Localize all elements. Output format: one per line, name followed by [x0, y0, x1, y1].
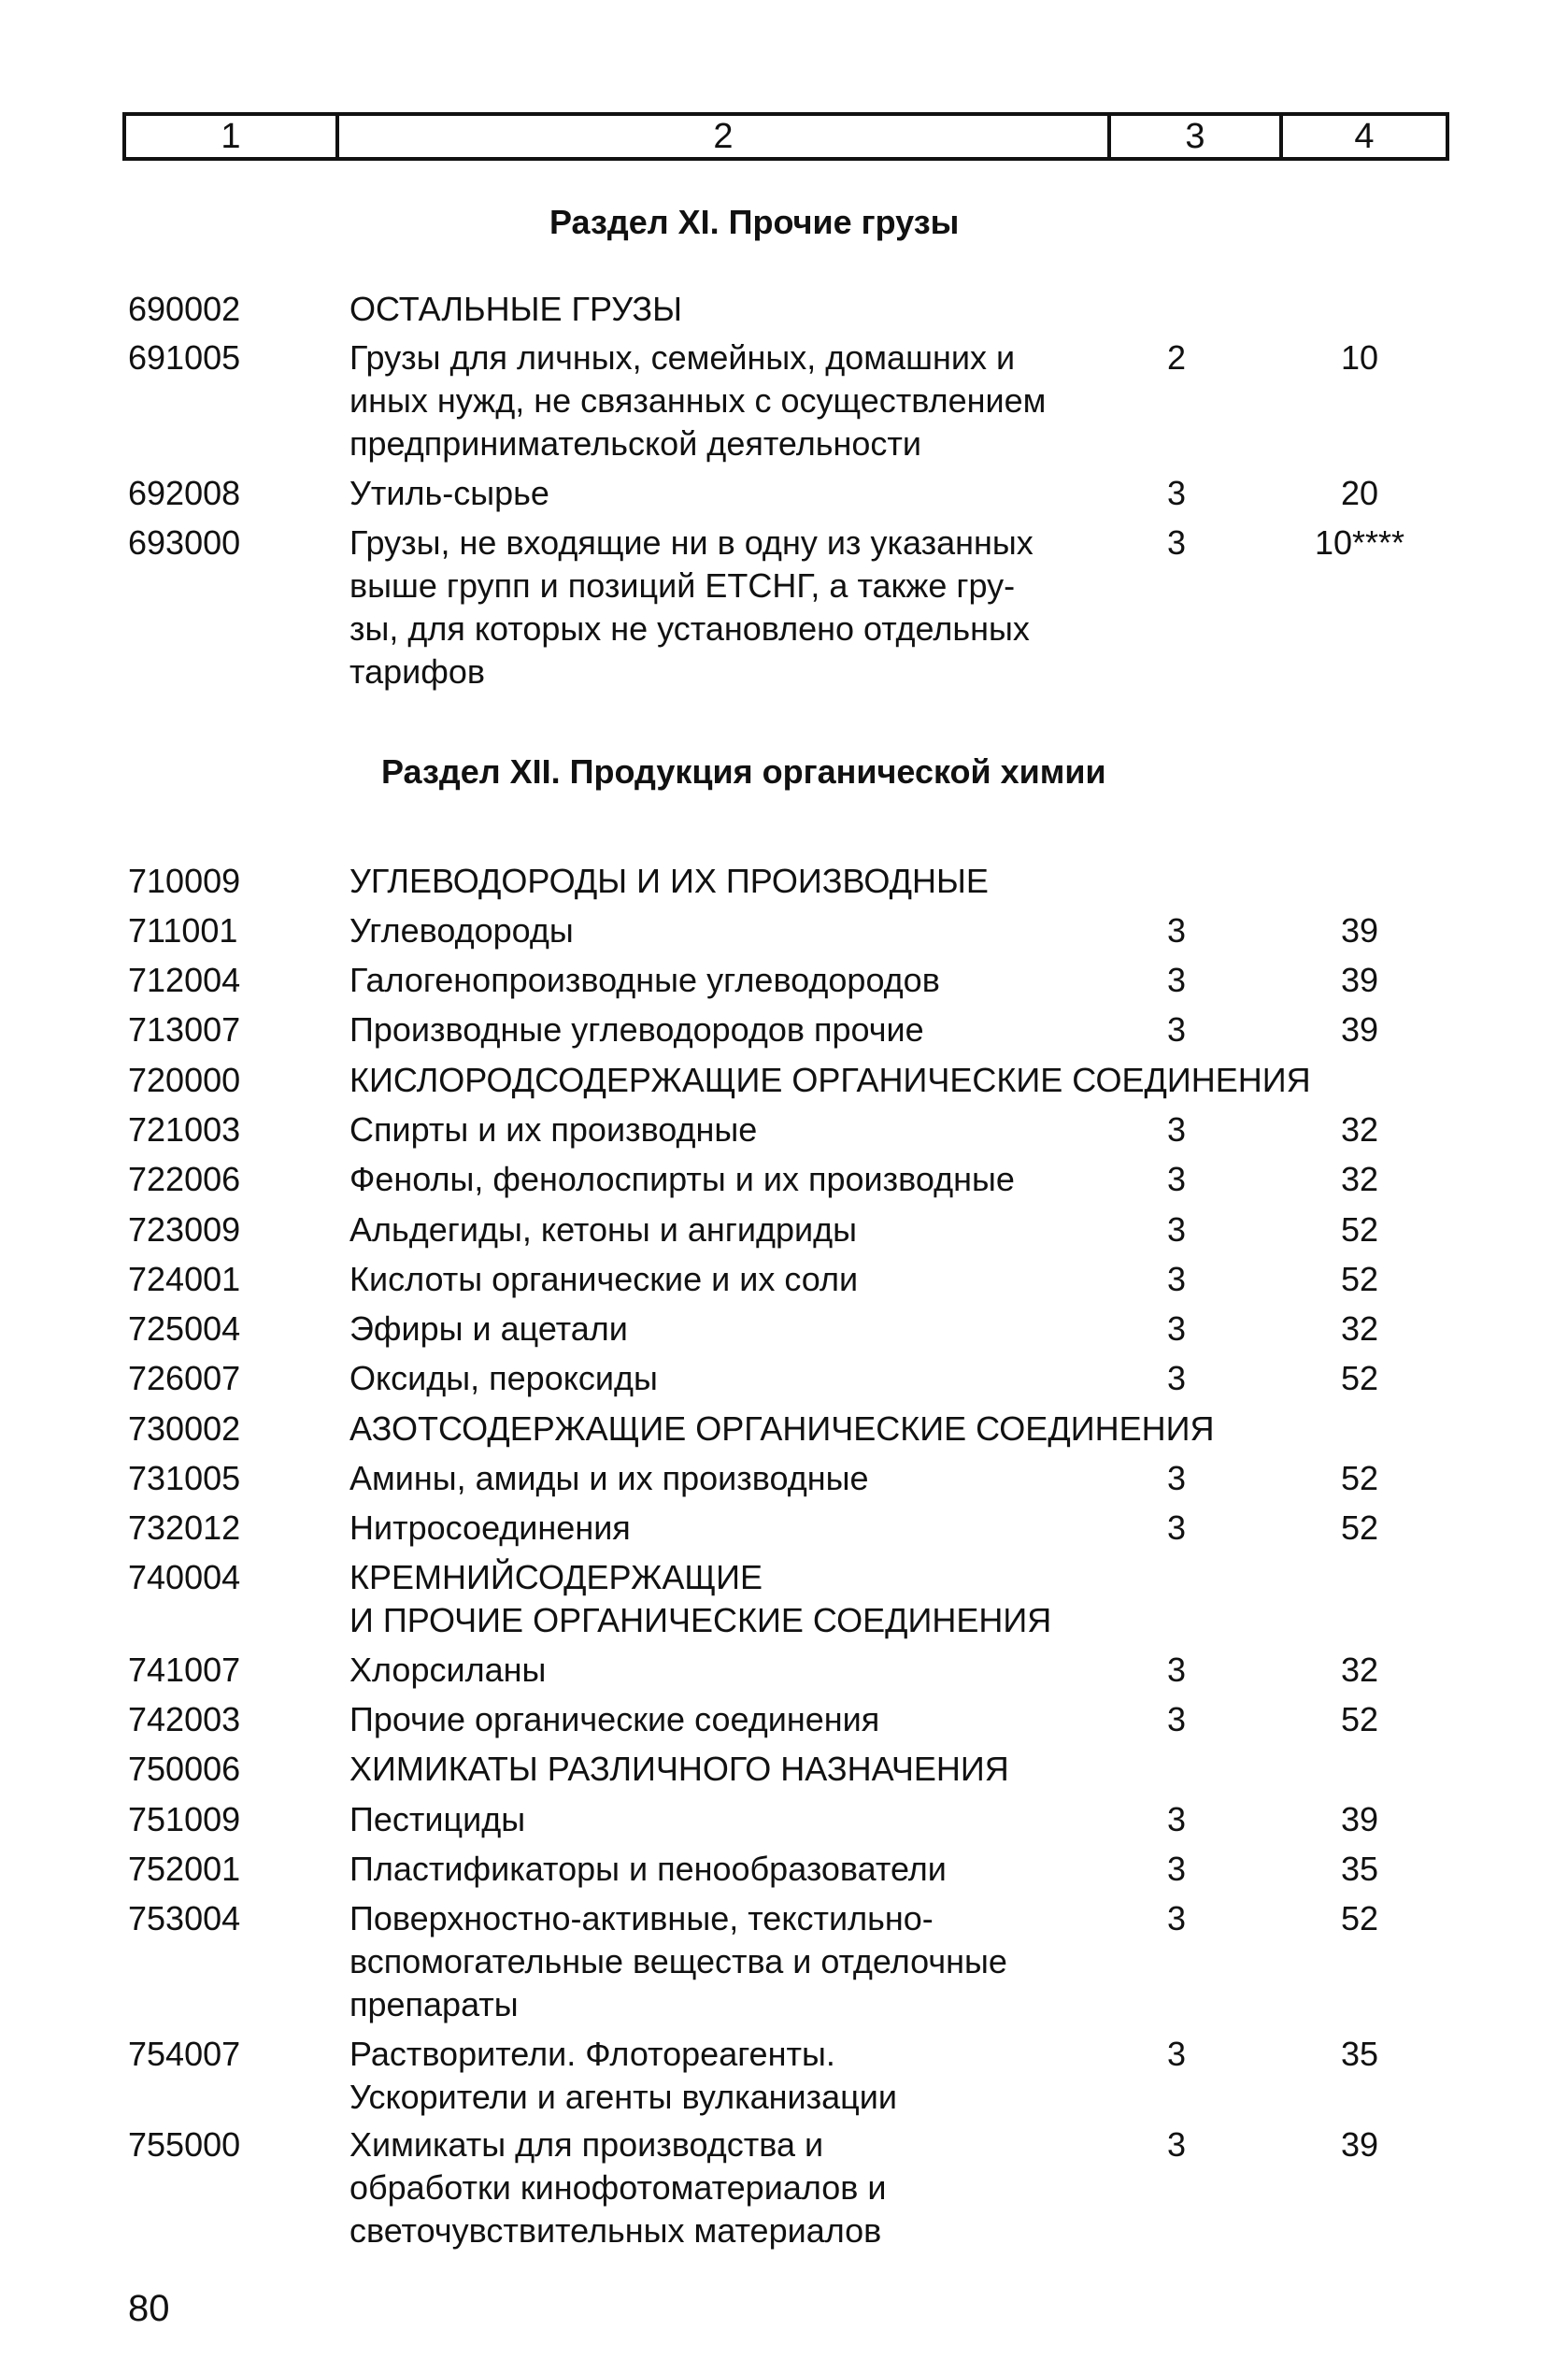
row-name: УГЛЕВОДОРОДЫ И ИХ ПРОИЗВОДНЫЕ: [349, 862, 989, 900]
column-header-4: 4: [1354, 117, 1375, 156]
row-name: Производные углеводородов прочие: [349, 1010, 924, 1049]
row-code: 723009: [128, 1210, 241, 1249]
row-name: Галогенопроизводные углеводородов: [349, 961, 940, 999]
row-col4-value: 52: [1340, 1700, 1379, 1738]
row-code: 691005: [128, 338, 241, 377]
row-col3-value: 3: [1166, 1110, 1187, 1149]
row-col4-value: 52: [1340, 1260, 1379, 1298]
row-col4-value: 39: [1340, 1800, 1379, 1838]
row-col4-value: 20: [1340, 474, 1379, 512]
row-code: 750006: [128, 1750, 241, 1788]
row-code: 752001: [128, 1850, 241, 1888]
row-col3-value: 3: [1166, 1800, 1187, 1838]
row-name: Кислоты органические и их соли: [349, 1260, 859, 1298]
row-code: 741007: [128, 1651, 241, 1689]
row-col3-value: 3: [1166, 1210, 1187, 1249]
row-code: 722006: [128, 1160, 241, 1198]
row-col4-value: 39: [1340, 1010, 1379, 1049]
row-code: 692008: [128, 474, 241, 512]
row-name: Химикаты для производства и обработки кинофотоматериалов и светочувствительных материалов: [349, 2125, 887, 2250]
row-col3-value: 3: [1166, 1899, 1187, 1937]
row-col4-value: 32: [1340, 1160, 1379, 1198]
row-col3-value: 2: [1166, 338, 1187, 377]
page-number: 80: [128, 2288, 170, 2329]
row-code: 732012: [128, 1508, 241, 1547]
row-col3-value: 3: [1166, 523, 1187, 562]
row-name: Прочие органические соединения: [349, 1700, 880, 1738]
row-name: Утиль-сырье: [349, 474, 549, 512]
row-col4-value: 32: [1340, 1651, 1379, 1689]
row-code: 730002: [128, 1409, 241, 1448]
row-code: 725004: [128, 1309, 241, 1348]
row-col4-value: 52: [1340, 1359, 1379, 1397]
section-11-title: Раздел XI. Прочие грузы: [549, 203, 960, 241]
row-col3-value: 3: [1166, 1508, 1187, 1547]
row-col3-value: 3: [1166, 1309, 1187, 1348]
row-col3-value: 3: [1166, 1010, 1187, 1049]
row-code: 721003: [128, 1110, 241, 1149]
row-col4-value: 39: [1340, 2125, 1379, 2164]
row-name: Эфиры и ацетали: [349, 1309, 628, 1348]
row-code: 724001: [128, 1260, 241, 1298]
column-header-2: 2: [339, 116, 1111, 157]
row-code: 711001: [128, 911, 238, 950]
row-name: Нитросоединения: [349, 1508, 631, 1547]
row-col4-value: 52: [1340, 1508, 1379, 1547]
row-col4-value: 10: [1340, 338, 1379, 377]
row-col3-value: 3: [1166, 1651, 1187, 1689]
row-col3-value: 3: [1166, 911, 1187, 950]
row-name: Поверхностно-активные, текстильно- вспомогательные вещества и отделочные препараты: [349, 1899, 1007, 2023]
row-col3-value: 3: [1166, 1459, 1187, 1497]
row-col4-value: 32: [1340, 1309, 1379, 1348]
row-code: 754007: [128, 2035, 241, 2073]
row-col4-value: 35: [1340, 1850, 1379, 1888]
row-name: Хлорсиланы: [349, 1651, 547, 1689]
row-name: Оксиды, пероксиды: [349, 1359, 658, 1397]
row-name: КРЕМНИЙСОДЕРЖАЩИЕ И ПРОЧИЕ ОРГАНИЧЕСКИЕ СОЕДИНЕНИЯ: [349, 1558, 1052, 1639]
row-name: Углеводороды: [349, 911, 574, 950]
section-12-title: Раздел XII. Продукция органической химии: [381, 752, 1106, 791]
row-code: 726007: [128, 1359, 241, 1397]
row-name: АЗОТСОДЕРЖАЩИЕ ОРГАНИЧЕСКИЕ СОЕДИНЕНИЯ: [349, 1409, 1215, 1448]
row-name: Фенолы, фенолоспирты и их производные: [349, 1160, 1015, 1198]
row-name: Грузы, не входящие ни в одну из указанных выше групп и позиций ЕТСНГ, а также гру- зы, для которых не установлено отдельных тарифов: [349, 523, 1033, 691]
row-name: Спирты и их производные: [349, 1110, 758, 1149]
row-code: 753004: [128, 1899, 241, 1937]
row-col3-value: 3: [1166, 961, 1187, 999]
row-name: ХИМИКАТЫ РАЗЛИЧНОГО НАЗНАЧЕНИЯ: [349, 1750, 1009, 1788]
row-name: Пластификаторы и пенообразователи: [349, 1850, 947, 1888]
row-col3-value: 3: [1166, 2125, 1187, 2164]
row-name: Грузы для личных, семейных, домашних и иных нужд, не связанных с осуществлением предпринимательской деятельности: [349, 338, 1047, 463]
row-name: Альдегиды, кетоны и ангидриды: [349, 1210, 858, 1249]
row-code: 740004: [128, 1558, 241, 1596]
row-col3-value: 3: [1166, 1850, 1187, 1888]
row-code: 720000: [128, 1061, 241, 1099]
row-code: 713007: [128, 1010, 241, 1049]
row-col4-value: 32: [1340, 1110, 1379, 1149]
column-header-table: [122, 112, 1449, 161]
row-code: 731005: [128, 1459, 241, 1497]
row-name: Пестициды: [349, 1800, 526, 1838]
row-col4-value: 10****: [1314, 523, 1405, 562]
row-name: ОСТАЛЬНЫЕ ГРУЗЫ: [349, 290, 682, 328]
row-col4-value: 52: [1340, 1899, 1379, 1937]
row-col4-value: 39: [1340, 961, 1379, 999]
column-header-1: 1: [126, 116, 339, 157]
row-code: 755000: [128, 2125, 241, 2164]
row-code: 751009: [128, 1800, 241, 1838]
row-col3-value: 3: [1166, 1260, 1187, 1298]
row-code: 712004: [128, 961, 241, 999]
row-col4-value: 39: [1340, 911, 1379, 950]
row-name: Амины, амиды и их производные: [349, 1459, 869, 1497]
row-name: КИСЛОРОДСОДЕРЖАЩИЕ ОРГАНИЧЕСКИЕ СОЕДИНЕНИЯ: [349, 1061, 1311, 1099]
row-name: Растворители. Флотореагенты. Ускорители и агенты вулканизации: [349, 2035, 898, 2116]
row-col3-value: 3: [1166, 2035, 1187, 2073]
row-code: 690002: [128, 290, 241, 328]
row-col3-value: 3: [1166, 474, 1187, 512]
row-col3-value: 3: [1166, 1160, 1187, 1198]
row-col3-value: 3: [1166, 1359, 1187, 1397]
column-header-3: 3: [1111, 116, 1283, 157]
row-col4-value: 52: [1340, 1210, 1379, 1249]
row-col3-value: 3: [1166, 1700, 1187, 1738]
row-code: 710009: [128, 862, 241, 900]
row-col4-value: 52: [1340, 1459, 1379, 1497]
row-code: 742003: [128, 1700, 241, 1738]
row-code: 693000: [128, 523, 241, 562]
row-col4-value: 35: [1340, 2035, 1379, 2073]
